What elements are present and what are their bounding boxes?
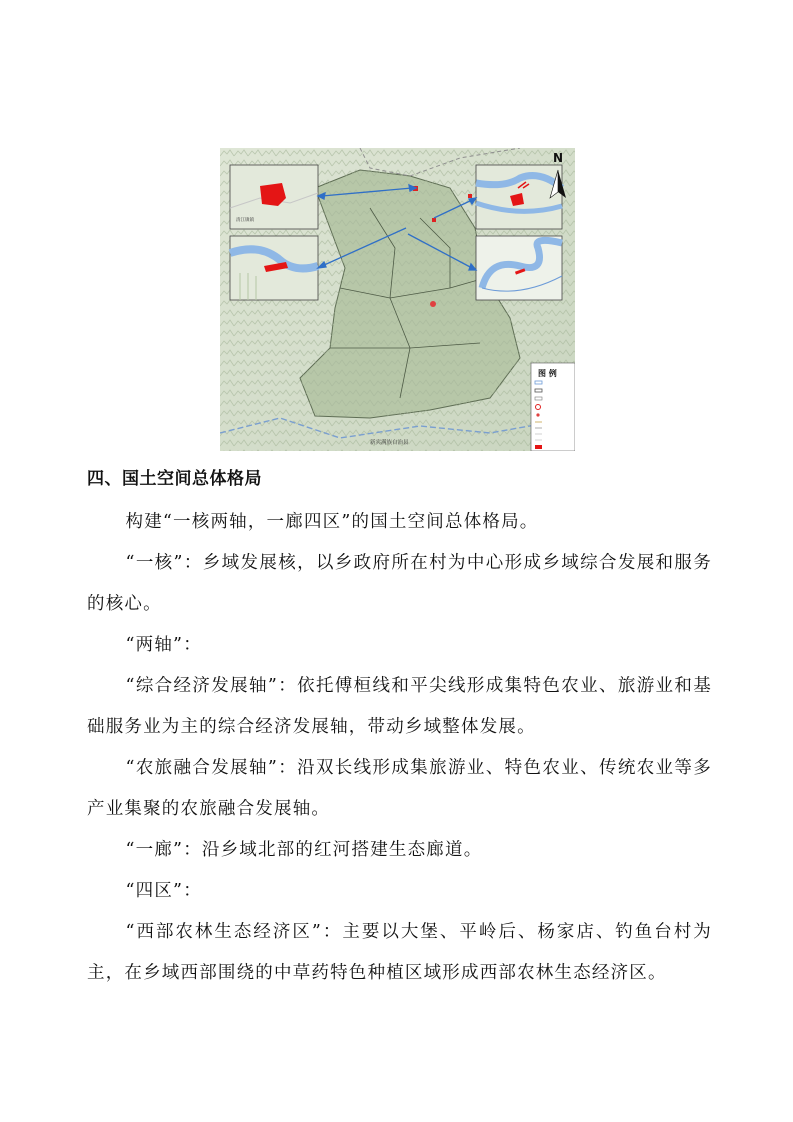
paragraph: “一核”：乡域发展核，以乡政府所在村为中心形成乡域综合发展和服务的核心。: [87, 553, 712, 614]
inset-label: 清江镇镇: [236, 218, 254, 223]
inset-map-2: [230, 236, 318, 300]
county-label: 新宾满族自治县: [370, 440, 409, 446]
land-use-map: [220, 148, 575, 451]
paragraph: “一廊”：沿乡域北部的红河搭建生态廊道。: [125, 840, 483, 860]
plot-marker: [468, 194, 472, 198]
paragraph: “综合经济发展轴”：依托傅桓线和平尖线形成集特色农业、旅游业和基础服务业为主的综合经济发展轴，带动乡域整体发展。: [87, 676, 712, 737]
inset-map-1: [230, 165, 318, 229]
paragraph: “农旅融合发展轴”：沿双长线形成集旅游业、特色农业、传统农业等多产业集聚的农旅融合发展轴。: [87, 758, 712, 819]
paragraph: “四区”：: [125, 881, 202, 901]
inset-map-4: [476, 236, 562, 300]
legend-title: 图 例: [538, 369, 557, 378]
plot-marker: [432, 218, 436, 222]
north-label: N: [553, 151, 564, 165]
section-heading: 四、国土空间总体格局: [87, 469, 262, 489]
village-marker: [430, 301, 436, 307]
paragraph: “两轴”：: [125, 635, 202, 655]
inset-map-3: [476, 165, 562, 229]
paragraph: “西部农林生态经济区”：主要以大堡、平岭后、杨家店、钓鱼台村为主，在乡域西部围绕的中草药特色种植区域形成西部农林生态经济区。: [87, 922, 712, 983]
paragraph: 构建“一核两轴，一廊四区”的国土空间总体格局。: [125, 512, 539, 532]
map-figure: [220, 148, 575, 451]
map-legend: [531, 363, 575, 451]
